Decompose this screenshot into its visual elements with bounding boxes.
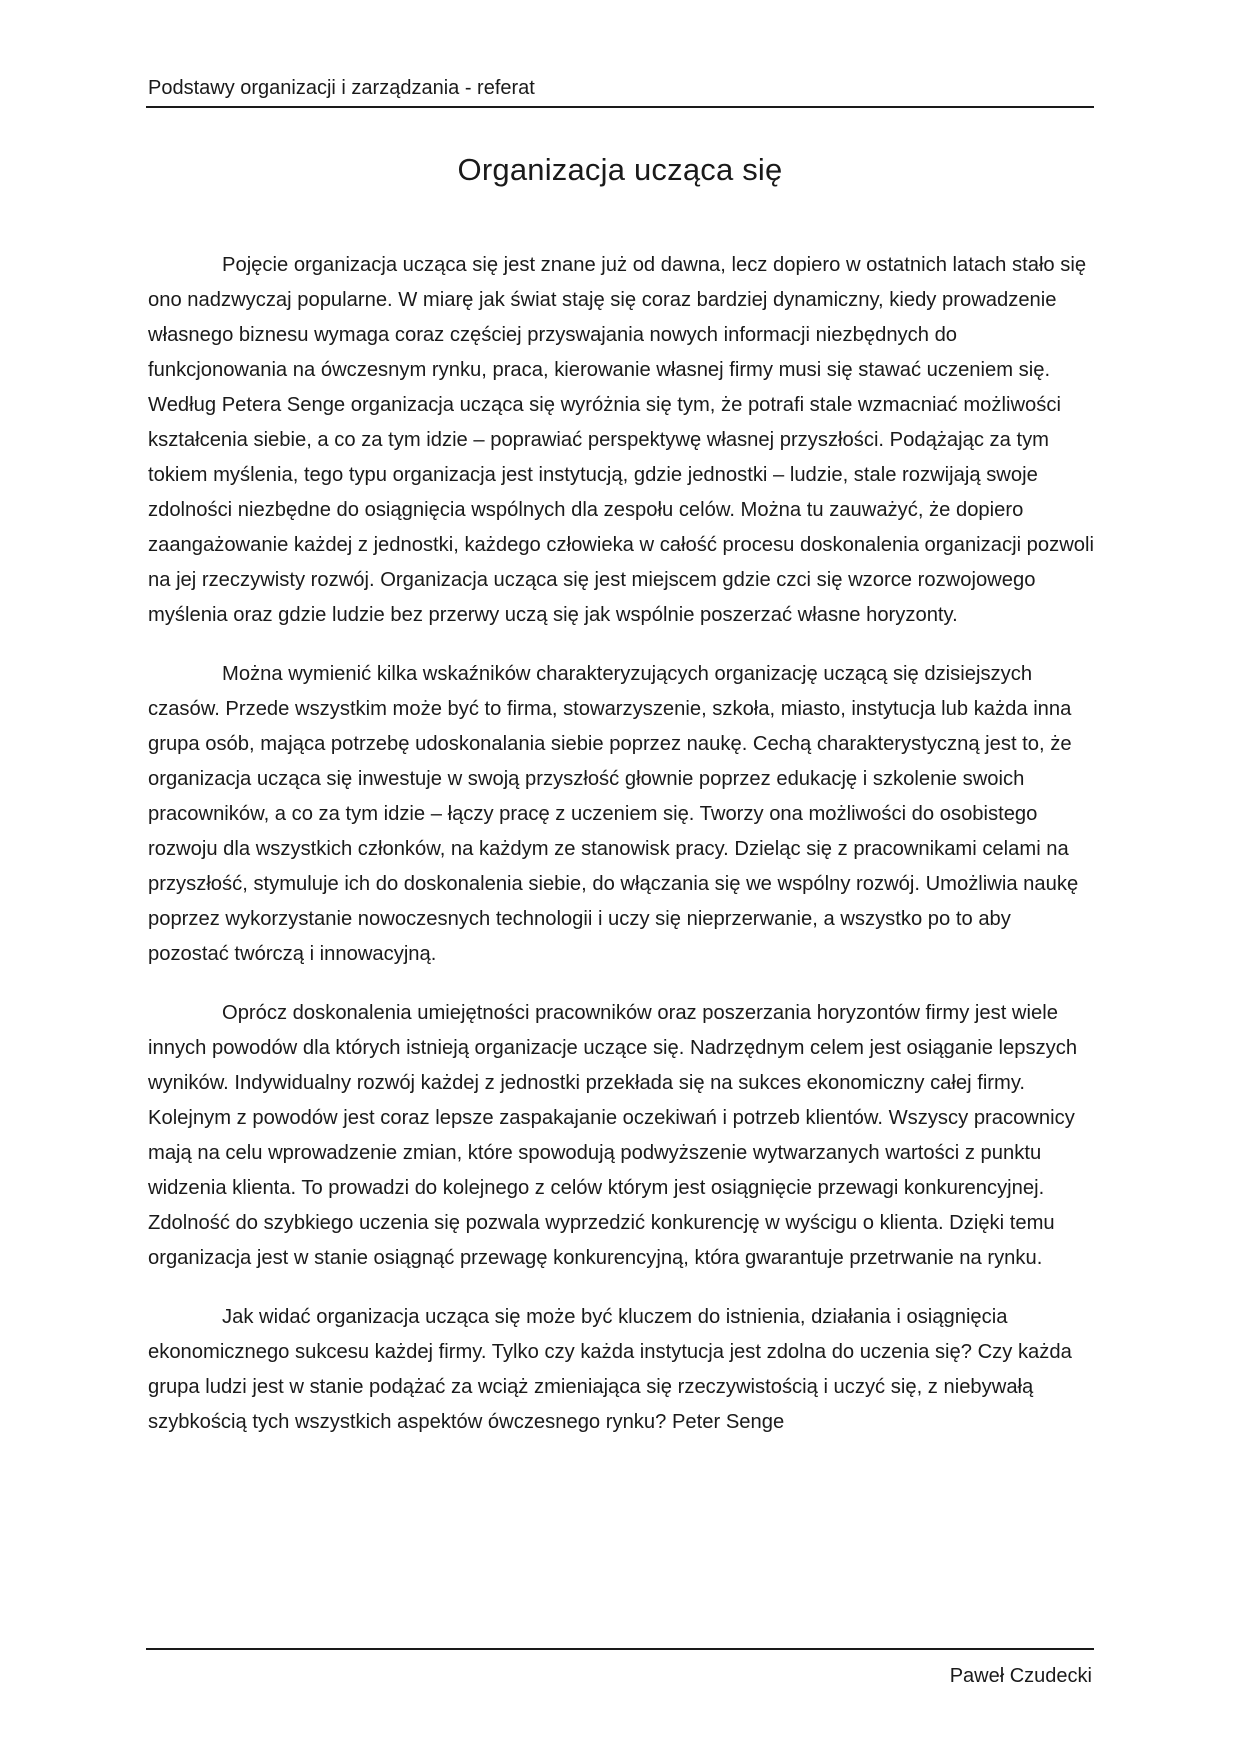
footer-author: Paweł Czudecki (949, 1665, 1092, 1687)
document-title: Organizacja ucząca się (457, 152, 783, 187)
paragraph-3: Oprócz doskonalenia umiejętności pracowników oraz poszerzania horyzontów firmy jest wiele innych powodów dla których istnieją organizacje uczące się. Nadrzędnym celem jest osiąganie lepszych wyników. Indywidualny rozwój każdej z jednostki przekłada się na sukces ekonomiczny całej firmy. Kolejnym z powodów jest coraz lepsze zaspakajanie oczekiwań i potrzeb klientów. Wszyscy pracownicy mają na celu wprowadzenie zmian, które spowodują podwyższenie wytwarzanych wartości z punktu widzenia klienta. To prowadzi do kolejnego z celów którym jest osiągnięcie przewagi konkurencyjnej. Zdolność do szybkiego uczenia się pozwala wyprzedzić konkurencję w wyścigu o klienta. Dzięki temu organizacja jest w stanie osiągnąć przewagę konkurencyjną, która gwarantuje przetrwanie na rynku. (148, 1002, 1078, 1269)
page-footer (146, 1648, 1094, 1687)
document-body (148, 248, 1094, 1464)
header-text: Podstawy organizacji i zarządzania - referat (148, 77, 535, 99)
paragraph-2: Można wymienić kilka wskaźników charakteryzujących organizację uczącą się dzisiejszych czasów. Przede wszystkim może być to firma, stowarzyszenie, szkoła, miasto, instytucja lub każda inna grupa osób, mająca potrzebę udoskonalania siebie poprzez naukę. Cechą charakterystyczną jest to, że organizacja ucząca się inwestuje w swoją przyszłość głownie poprzez edukację i szkolenie swoich pracowników, a co za tym idzie – łączy pracę z uczeniem się. Tworzy ona możliwości do osobistego rozwoju dla wszystkich członków, na każdym ze stanowisk pracy. Dzieląc się z pracownikami celami na przyszłość, stymuluje ich do doskonalenia siebie, do włączania się we wspólny rozwój. Umożliwia naukę poprzez wykorzystanie nowoczesnych technologii i uczy się nieprzerwanie, a wszystko po to aby pozostać twórczą i innowacyjną. (148, 663, 1079, 965)
paragraph-1: Pojęcie organizacja ucząca się jest znane już od dawna, lecz dopiero w ostatnich latach stało się ono nadzwyczaj popularne. W miarę jak świat staję się coraz bardziej dynamiczny, kiedy prowadzenie własnego biznesu wymaga coraz częściej przyswajania nowych informacji niezbędnych do funkcjonowania na ówczesnym rynku, praca, kierowanie własnej firmy musi się stawać uczeniem się. Według Petera Senge organizacja ucząca się wyróżnia się tym, że potrafi stale wzmacniać możliwości kształcenia siebie, a co za tym idzie – poprawiać perspektywę własnej przyszłości. Podążając za tym tokiem myślenia, tego typu organizacja jest instytucją, gdzie jednostki – ludzie, stale rozwijają swoje zdolności niezbędne do osiągnięcia wspólnych dla zespołu celów. Można tu zauważyć, że dopiero zaangażowanie każdej z jednostki, każdego człowieka w całość procesu doskonalenia organizacji pozwoli na jej rzeczywisty rozwój. Organizacja ucząca się jest miejscem gdzie czci się wzorce rozwojowego myślenia oraz gdzie ludzie bez przerwy uczą się jak wspólnie poszerzać własne horyzonty. (148, 254, 1094, 626)
page-header (146, 74, 1094, 108)
paragraph-4: Jak widać organizacja ucząca się może być kluczem do istnienia, działania i osiągnięcia ekonomicznego sukcesu każdej firmy. Tylko czy każda instytucja jest zdolna do uczenia się? Czy każda grupa ludzi jest w stanie podążać za wciąż zmieniająca się rzeczywistością i uczyć się, z niebywałą szybkością tych wszystkich aspektów ówczesnego rynku? Peter Senge (148, 1306, 1072, 1433)
